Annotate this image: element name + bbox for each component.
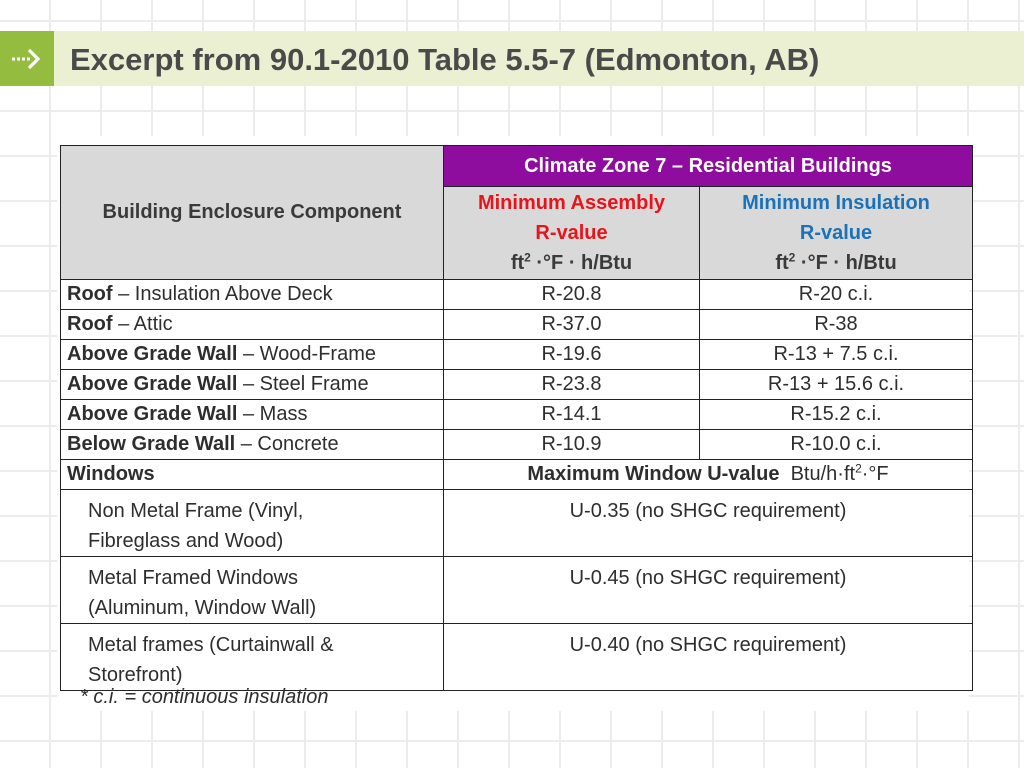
insulation-header-line2: R-value <box>799 222 873 244</box>
insulation-rvalue-header <box>700 187 973 280</box>
window-uvalue: U-0.40 (no SHGC requirement) <box>444 624 973 691</box>
component-label: Above Grade Wall – Mass <box>61 400 444 430</box>
component-label: Roof – Insulation Above Deck <box>61 280 444 310</box>
component-label: Above Grade Wall – Steel Frame <box>61 370 444 400</box>
component-label: Above Grade Wall – Wood-Frame <box>61 340 444 370</box>
table-row <box>61 310 973 340</box>
insulation-value: R-15.2 c.i. <box>700 400 973 430</box>
assembly-header-line2: R-value <box>535 222 608 244</box>
component-label: Roof – Attic <box>61 310 444 340</box>
windows-header-row <box>61 460 973 490</box>
insulation-units: $ft^2 \cdot^\circ F \cdot h/Btu$ <box>775 250 897 274</box>
insulation-value: R-13 + 15.6 c.i. <box>700 370 973 400</box>
assembly-value: R-20.8 <box>444 280 700 310</box>
component-label: Below Grade Wall – Concrete <box>61 430 444 460</box>
table-row <box>61 340 973 370</box>
window-uvalue: U-0.45 (no SHGC requirement) <box>444 557 973 624</box>
insulation-value: R-10.0 c.i. <box>700 430 973 460</box>
title-arrow-box <box>0 31 54 86</box>
window-type-label: Metal frames (Curtainwall & Storefront) <box>61 624 444 691</box>
window-type-label: Non Metal Frame (Vinyl, Fibreglass and Wood) <box>61 490 444 557</box>
assembly-rvalue-header <box>444 187 700 280</box>
insulation-value: R-38 <box>700 310 973 340</box>
assembly-value: R-37.0 <box>444 310 700 340</box>
climate-zone-header: Climate Zone 7 – Residential Buildings <box>444 146 973 187</box>
title-bar <box>0 31 1024 86</box>
window-type-label: Metal Framed Windows (Aluminum, Window Wall) <box>61 557 444 624</box>
windows-label: Windows <box>61 460 444 490</box>
component-column-header: Building Enclosure Component <box>61 146 444 280</box>
table-row <box>61 370 973 400</box>
insulation-requirements-table <box>60 145 973 691</box>
assembly-value: R-23.8 <box>444 370 700 400</box>
slide-title: Excerpt from 90.1-2010 Table 5.5-7 (Edmonton, AB) <box>70 42 820 77</box>
insulation-value: R-13 + 7.5 c.i. <box>700 340 973 370</box>
footnote: * c.i. = continuous insulation <box>80 686 329 708</box>
window-row <box>61 624 973 691</box>
assembly-units: $ft^2 \cdot^\circ F \cdot h/Btu$ <box>510 250 633 274</box>
window-row <box>61 557 973 624</box>
window-uvalue-header: Maximum Window U-value Btu/$h\cdot ft^2\cdot^\circ F$ <box>444 460 973 490</box>
dotted-arrow-icon <box>10 46 44 72</box>
assembly-value: R-10.9 <box>444 430 700 460</box>
assembly-value: R-14.1 <box>444 400 700 430</box>
insulation-value: R-20 c.i. <box>700 280 973 310</box>
insulation-header-line1: Minimum Insulation <box>742 192 930 214</box>
window-row <box>61 490 973 557</box>
window-uvalue: U-0.35 (no SHGC requirement) <box>444 490 973 557</box>
table-row <box>61 430 973 460</box>
assembly-value: R-19.6 <box>444 340 700 370</box>
assembly-header-line1: Minimum Assembly <box>477 192 666 214</box>
table-row <box>61 280 973 310</box>
table-row <box>61 400 973 430</box>
